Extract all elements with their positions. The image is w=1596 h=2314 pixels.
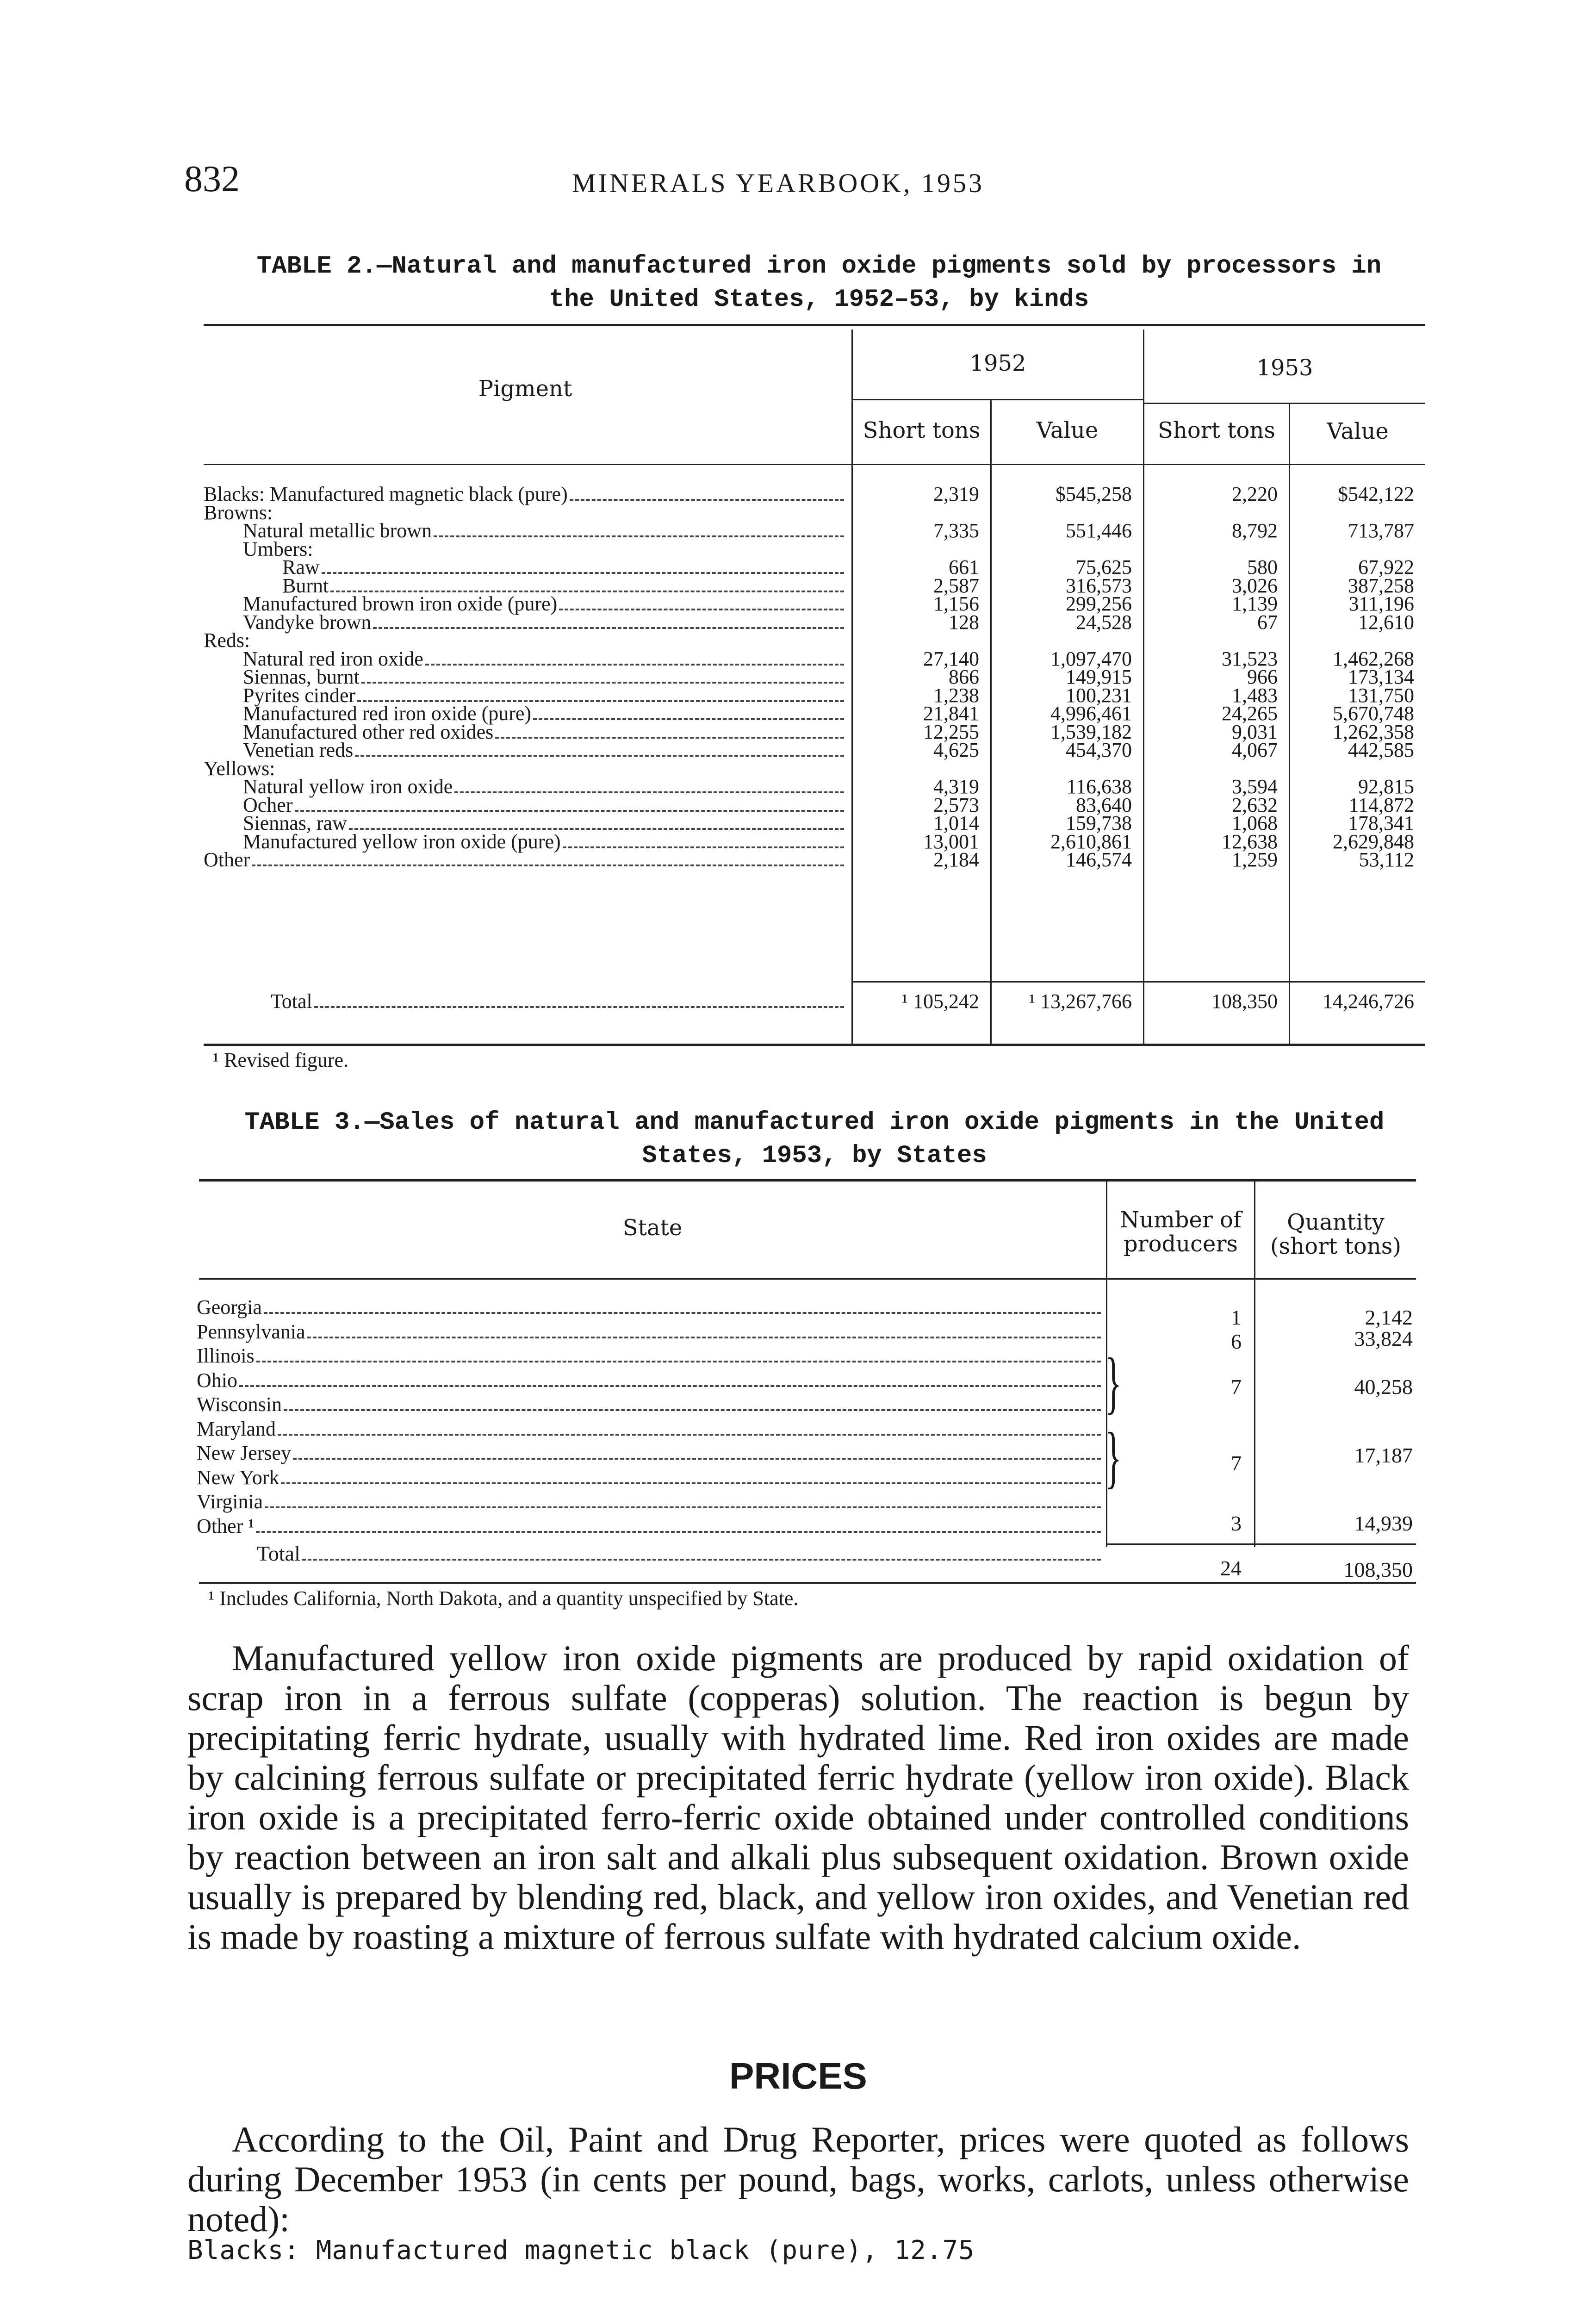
dot-leader xyxy=(355,755,844,757)
dot-leader xyxy=(284,1409,1101,1411)
table2-total-label xyxy=(271,990,847,1014)
table2-cell-v52: 316,573 xyxy=(1066,574,1132,597)
table2-cell-t53: 1,139 xyxy=(1232,592,1278,615)
state-name: Illinois xyxy=(197,1344,255,1367)
col-divider xyxy=(1143,465,1144,1044)
table2-row xyxy=(204,849,1425,871)
page-number: 832 xyxy=(184,159,240,199)
table2-cell-t52: 866 xyxy=(949,666,979,688)
total-label-text: Total xyxy=(271,990,312,1013)
table2-cell-v53: 442,585 xyxy=(1348,739,1414,761)
quantity-header-line2: (short tons) xyxy=(1270,1233,1402,1259)
table2-cell-t53: 1,068 xyxy=(1232,812,1278,834)
dot-leader xyxy=(563,846,844,848)
col-divider xyxy=(1289,465,1290,1044)
table3-producers-georgia: 1 xyxy=(1231,1306,1242,1329)
dot-leader xyxy=(361,682,844,684)
table2-cell-t52: 13,001 xyxy=(923,830,979,853)
table2-cell-v53: 67,922 xyxy=(1358,556,1414,578)
running-head: MINERALS YEARBOOK, 1953 xyxy=(572,168,985,198)
table2-cell-t52: 7,335 xyxy=(933,519,979,542)
table2-cell-v52: 75,625 xyxy=(1076,556,1132,578)
dot-leader xyxy=(322,572,844,574)
table3-caption-line1: TABLE 3.—Sales of natural and manufactured iron oxide pigments in the United xyxy=(244,1108,1385,1137)
table3-footnote: ¹ Includes California, North Dakota, and a quantity unspecified by State. xyxy=(208,1587,799,1610)
table2-header-short-tons-1952: Short tons xyxy=(863,417,981,443)
dot-leader xyxy=(559,609,844,610)
table2-cell-v53: 5,670,748 xyxy=(1333,702,1414,725)
row-label-text: Manufactured yellow iron oxide (pure) xyxy=(243,830,561,853)
table3-state-row xyxy=(197,1393,1104,1417)
row-label-text: Manufactured brown iron oxide (pure) xyxy=(243,592,558,615)
table2-header-rule xyxy=(204,464,1425,465)
table2-cell-t52: 4,319 xyxy=(933,775,979,798)
table2-cell-t53: 580 xyxy=(1247,556,1278,578)
table3-header-quantity xyxy=(1255,1210,1416,1258)
table2-cell-t53: 1,483 xyxy=(1232,684,1278,707)
table2-footnote: ¹ Revised figure. xyxy=(213,1049,349,1071)
quantity-header-line1: Quantity xyxy=(1287,1209,1385,1235)
table3-header-producers xyxy=(1107,1208,1254,1256)
table2-cell-v52: 1,539,182 xyxy=(1050,721,1132,743)
table2-cell-v52: 454,370 xyxy=(1066,739,1132,761)
table2-cell-v53: 131,750 xyxy=(1348,684,1414,707)
table2-cell-t53: 966 xyxy=(1247,666,1278,688)
table2-cell-t52: 2,319 xyxy=(933,483,979,505)
table2-cell-v52: 83,640 xyxy=(1076,794,1132,816)
table2-header-value-1952: Value xyxy=(1036,417,1099,443)
table3-total-producers: 24 xyxy=(1220,1556,1242,1580)
table2-cell-v52: 24,528 xyxy=(1076,611,1132,634)
paragraph-pigment-production: Manufactured yellow iron oxide pigments are produced by rapid oxidation of scrap iron in a ferrous sulfate (copperas) solution. The reaction is begun by precipitating ferric hydrate, usually with hydrated lime. Red iron oxides are made by calcining ferrous sulfate or precipitated ferric hydrate (yellow iron oxide). Black iron oxide is a precipitated ferro-ferric oxide obtained under controlled conditions by reaction between an iron salt and alkali plus subsequent oxidation. Brown oxide usually is prepared by blending red, black, and yellow iron oxides, and Venetian red is made by roasting a mixture of ferrous sulfate with hydrated calcium oxide. xyxy=(187,1638,1409,1957)
state-name: Georgia xyxy=(197,1296,262,1319)
table2-header-value-1953: Value xyxy=(1327,418,1389,444)
table2-header-pigment: Pigment xyxy=(478,376,572,402)
table2-cell-v52: 1,097,470 xyxy=(1050,647,1132,670)
table2-caption-line2: the United States, 1952–53, by kinds xyxy=(549,286,1089,314)
table2-cell-t53: 12,638 xyxy=(1222,830,1278,853)
row-label-text: Other xyxy=(204,848,250,871)
dot-leader xyxy=(295,810,845,812)
table3-quantity-georgia: 2,142 xyxy=(1365,1306,1413,1329)
table2-cell-t52: 12,255 xyxy=(923,721,979,743)
table2-cell-v53: 1,462,268 xyxy=(1333,647,1414,670)
row-label-text: Venetian reds xyxy=(243,739,354,761)
paragraph-prices-intro: According to the Oil, Paint and Drug Reporter, prices were quoted as follows during December 1953 (in cents per pound, bags, works, carlots, unless otherwise noted): xyxy=(187,2119,1409,2239)
state-name: Pennsylvania xyxy=(197,1320,305,1343)
table2-cell-t53: 2,632 xyxy=(1232,794,1278,816)
table2-cell-v53: 1,262,358 xyxy=(1333,721,1414,743)
header-subrule xyxy=(853,399,1143,400)
dot-leader xyxy=(570,499,844,501)
table3-producers-nj-ny-va: 7 xyxy=(1231,1451,1242,1475)
dot-leader xyxy=(278,1434,1101,1436)
table2-cell-t53: 3,026 xyxy=(1232,574,1278,597)
table2-cell-v53: $542,122 xyxy=(1338,483,1414,505)
dot-leader xyxy=(349,828,844,830)
table2-cell-t53: 31,523 xyxy=(1222,647,1278,670)
table3-state-row xyxy=(197,1515,1104,1538)
table3-total-row xyxy=(257,1541,1104,1566)
table3-top-rule xyxy=(199,1179,1416,1182)
table2-cell-v52: 551,446 xyxy=(1066,519,1132,542)
dot-leader xyxy=(314,1006,844,1008)
dot-leader xyxy=(533,718,844,720)
dot-leader xyxy=(434,535,844,537)
table2-cell-v52: 149,915 xyxy=(1066,666,1132,688)
table2-cell-v52: 299,256 xyxy=(1066,592,1132,615)
col-divider xyxy=(851,465,853,1044)
table2-header-short-tons-1953: Short tons xyxy=(1158,417,1275,443)
table3-state-row xyxy=(197,1344,1104,1368)
table3-total-rule xyxy=(1107,1543,1416,1545)
table2-cell-t53: 2,220 xyxy=(1232,483,1278,505)
table3-caption xyxy=(194,1106,1435,1173)
table2-cell-t53: 1,259 xyxy=(1232,848,1278,871)
table3-state-row xyxy=(197,1296,1104,1319)
table2-caption xyxy=(199,250,1439,317)
table2-cell-v52: $545,258 xyxy=(1056,483,1132,505)
dot-leader xyxy=(264,1312,1101,1314)
table2-cell-v53: 311,196 xyxy=(1348,592,1414,615)
table2-header-1952: 1952 xyxy=(969,350,1026,376)
state-name: Virginia xyxy=(197,1490,263,1513)
table3-total-label: Total xyxy=(257,1542,300,1565)
dot-leader xyxy=(252,865,844,866)
row-label-text: Ocher xyxy=(243,794,293,816)
table2-cell-t53: 3,594 xyxy=(1232,775,1278,798)
dot-leader xyxy=(239,1385,1101,1387)
table2-cell-t52: 2,573 xyxy=(933,794,979,816)
table2-cell-t52: 1,014 xyxy=(933,812,979,834)
row-label-text: Browns: xyxy=(204,501,273,524)
table3-quantity-pennsylvania: 33,824 xyxy=(1354,1327,1413,1350)
col-divider xyxy=(990,465,992,1044)
table2-cell-v53: 387,258 xyxy=(1348,574,1414,597)
table3-total-quantity: 108,350 xyxy=(1343,1558,1413,1581)
table2-cell-v53: 178,341 xyxy=(1348,812,1414,834)
table2-cell-t53: 9,031 xyxy=(1232,721,1278,743)
table2-cell-t53: 24,265 xyxy=(1222,702,1278,725)
table2-cell-t52: 4,625 xyxy=(933,739,979,761)
table2-cell-v52: 159,738 xyxy=(1066,812,1132,834)
table3-quantity-nj-ny-va: 17,187 xyxy=(1354,1443,1413,1467)
table2-total-t53: 108,350 xyxy=(1211,990,1278,1013)
table2-total-rule xyxy=(851,981,1425,983)
table2-cell-t53: 4,067 xyxy=(1232,739,1278,761)
table2-cell-v52: 2,610,861 xyxy=(1050,830,1132,853)
state-name: New Jersey xyxy=(197,1442,292,1464)
table2-total-v53: 14,246,726 xyxy=(1323,990,1414,1013)
producers-header-line2: producers xyxy=(1123,1231,1238,1257)
producers-header-line1: Number of xyxy=(1120,1207,1242,1233)
table2-cell-t52: 1,238 xyxy=(933,684,979,707)
table2-cell-t52: 21,841 xyxy=(923,702,979,725)
table2-row-label xyxy=(204,849,847,872)
table2-top-rule xyxy=(204,324,1425,326)
brace-group-ohio-wisconsin: } xyxy=(1105,1344,1122,1421)
dot-leader xyxy=(281,1482,1101,1484)
state-name: New York xyxy=(197,1466,279,1489)
table2-cell-t52: 661 xyxy=(949,556,979,578)
dot-leader xyxy=(307,1337,1101,1338)
row-label-text: Manufactured other red oxides xyxy=(243,721,494,743)
table2-cell-v52: 100,231 xyxy=(1066,684,1132,707)
table2-cell-t52: 2,184 xyxy=(933,848,979,871)
row-label-text: Pyrites cinder xyxy=(243,684,356,707)
row-label-text: Reds: xyxy=(204,629,250,652)
table2-bottom-rule xyxy=(204,1044,1425,1046)
table2-total-t52: ¹ 105,242 xyxy=(901,990,979,1013)
table2-cell-t53: 67 xyxy=(1257,611,1278,634)
table2-caption-line1: TABLE 2.—Natural and manufactured iron oxide pigments sold by processors in xyxy=(256,252,1382,280)
table3-state-row xyxy=(197,1490,1104,1514)
row-label-text: Natural metallic brown xyxy=(243,519,432,542)
row-label-text: Burnt xyxy=(282,574,329,597)
dot-leader xyxy=(265,1506,1101,1508)
table2-total-row xyxy=(204,990,1425,1013)
dot-leader xyxy=(373,627,844,629)
dot-leader xyxy=(454,791,844,793)
table3-state-row xyxy=(197,1418,1104,1441)
state-name: Wisconsin xyxy=(197,1393,282,1416)
state-name: Ohio xyxy=(197,1369,237,1392)
price-line-blacks: Blacks: Manufactured magnetic black (pure), 12.75 xyxy=(187,2235,975,2265)
table2-cell-v52: 4,996,461 xyxy=(1050,702,1132,725)
dot-leader xyxy=(425,664,844,666)
table2-cell-v52: 116,638 xyxy=(1066,775,1132,798)
table2-cell-t53: 8,792 xyxy=(1232,519,1278,542)
row-label-text: Yellows: xyxy=(204,757,275,780)
table2-cell-v53: 173,134 xyxy=(1348,666,1414,688)
table2-cell-v53: 114,872 xyxy=(1348,794,1414,816)
table3-producers-pennsylvania: 6 xyxy=(1231,1330,1242,1353)
table2-cell-v53: 2,629,848 xyxy=(1333,830,1414,853)
table3-state-row xyxy=(197,1442,1104,1465)
table3-producers-ohio-wisconsin: 7 xyxy=(1231,1375,1242,1399)
table2-cell-v53: 53,112 xyxy=(1359,848,1414,871)
table2-header-1953: 1953 xyxy=(1256,355,1313,381)
table2-cell-t52: 1,156 xyxy=(933,592,979,615)
table3-quantity-ohio-wisconsin: 40,258 xyxy=(1354,1375,1413,1399)
table2-cell-v52: 146,574 xyxy=(1066,848,1132,871)
row-label-text: Natural yellow iron oxide xyxy=(243,775,453,798)
table3-state-row xyxy=(197,1466,1104,1490)
table3-quantity-other: 14,939 xyxy=(1354,1512,1413,1535)
table2-header xyxy=(204,330,1425,464)
dot-leader xyxy=(293,1458,1101,1460)
state-name: Maryland xyxy=(197,1418,276,1440)
row-label-text: Raw xyxy=(282,556,320,578)
table2-cell-t52: 2,587 xyxy=(933,574,979,597)
prices-heading: PRICES xyxy=(729,2055,867,2096)
table3-header-state: State xyxy=(622,1215,683,1241)
table3-header-rule xyxy=(199,1278,1416,1280)
table3-bottom-rule xyxy=(199,1582,1416,1584)
table2-cell-v53: 92,815 xyxy=(1358,775,1414,798)
dot-leader xyxy=(256,1361,1101,1362)
col-divider xyxy=(851,330,853,464)
col-divider xyxy=(1143,330,1144,464)
table3-producers-other: 3 xyxy=(1231,1512,1242,1535)
table2-cell-v53: 12,610 xyxy=(1358,611,1414,634)
row-label-text: Umbers: xyxy=(243,538,313,560)
dot-leader xyxy=(256,1531,1101,1533)
row-label-text: Manufactured red iron oxide (pure) xyxy=(243,702,532,725)
brace-group-nj-ny-va: } xyxy=(1105,1418,1122,1495)
row-label-text: Natural red iron oxide xyxy=(243,647,423,670)
table2-cell-t52: 27,140 xyxy=(923,647,979,670)
row-label-text: Vandyke brown xyxy=(243,611,372,634)
table3-caption-line2: States, 1953, by States xyxy=(642,1142,987,1170)
table3-state-row xyxy=(197,1320,1104,1344)
header-subrule xyxy=(1144,403,1425,404)
row-label-text: Siennas, burnt xyxy=(243,666,360,688)
state-name: Other ¹ xyxy=(197,1515,255,1537)
table2-cell-t52: 128 xyxy=(949,611,979,634)
table3-state-row xyxy=(197,1369,1104,1393)
table2-cell-v53: 713,787 xyxy=(1348,519,1414,542)
row-label-text: Siennas, raw xyxy=(243,812,347,834)
table2-total-v52: ¹ 13,267,766 xyxy=(1029,990,1132,1013)
row-label-text: Blacks: Manufactured magnetic black (pure) xyxy=(204,483,568,505)
dot-leader xyxy=(495,737,844,739)
